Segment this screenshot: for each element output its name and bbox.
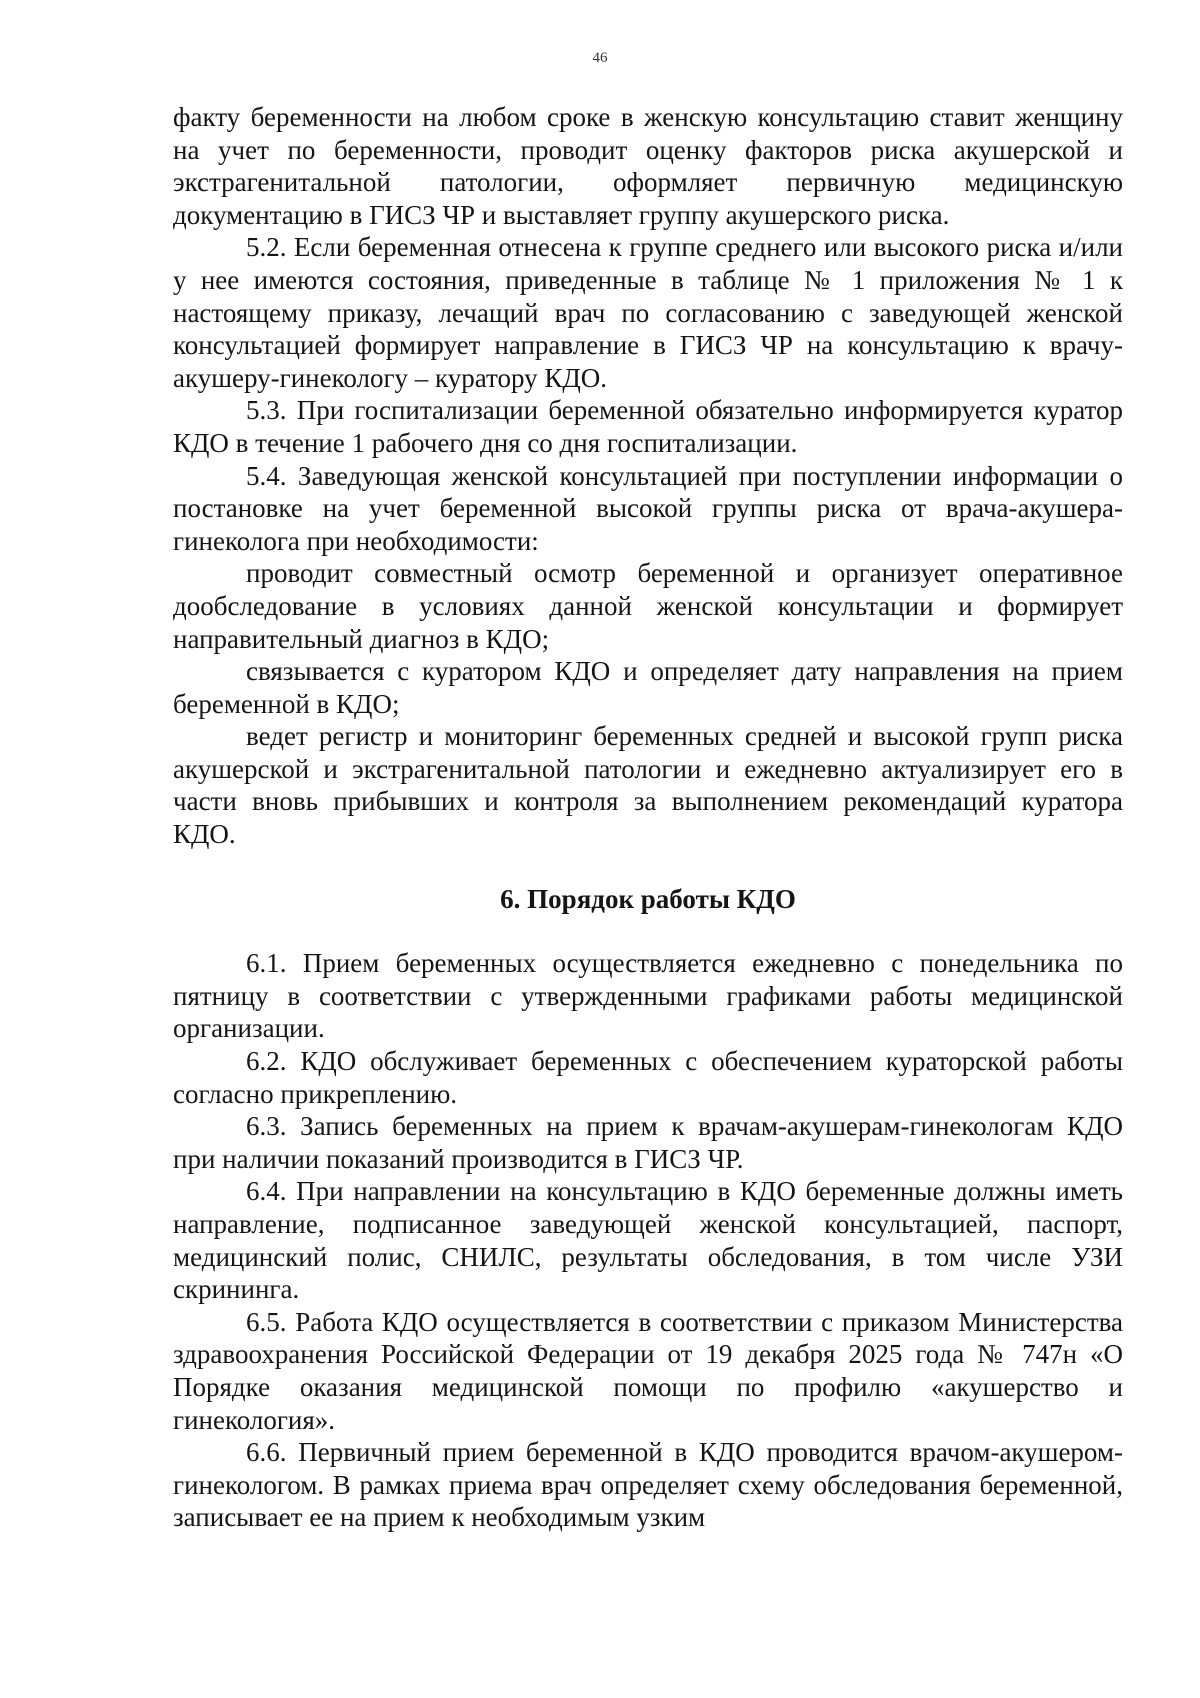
paragraph-5-2: 5.2. Если беременная отнесена к группе среднего или высокого риска и/или у нее имеются состояния, приведенные в таблице № 1 приложения № 1 к настоящему приказу, лечащий врач по согласованию с заведующей женской консультацией формирует направление в ГИСЗ ЧР на консультацию к врачу-акушеру-гинекологу – куратору КДО. xyxy=(173,232,1123,393)
page-number: 46 xyxy=(592,50,608,66)
paragraph-6-5: 6.5. Работа КДО осуществляется в соответствии с приказом Министерства здравоохранения Российской Федерации от 19 декабря 2025 года № 747н «О Порядке оказания медицинской помощи по профилю «акушерство и гинекология». xyxy=(173,1306,1123,1435)
paragraph-continuation: факту беременности на любом сроке в женскую консультацию ставит женщину на учет по беременности, проводит оценку факторов риска акушерской и экстрагенитальной патологии, оформляет первичную медицинскую документацию в ГИСЗ ЧР и выставляет группу акушерского риска. xyxy=(173,102,1123,230)
document-body xyxy=(173,101,1123,1534)
paragraph-6-3: 6.3. Запись беременных на прием к врачам-акушерам-гинекологам КДО при наличии показаний производится в ГИСЗ ЧР. xyxy=(173,1111,1123,1174)
section-heading: 6. Порядок работы КДО xyxy=(500,883,796,914)
paragraph-5-3: 5.3. При госпитализации беременной обязательно информируется куратор КДО в течение 1 рабочего дня со дня госпитализации. xyxy=(173,395,1123,458)
paragraph-6-2: 6.2. КДО обслуживает беременных с обеспечением кураторской работы согласно прикреплению. xyxy=(173,1046,1123,1109)
list-item-5-4-a: проводит совместный осмотр беременной и организует оперативное дообследование в условиях данной женской консультации и формирует направительный диагноз в КДО; xyxy=(173,558,1123,654)
paragraph-6-1: 6.1. Прием беременных осуществляется ежедневно с понедельника по пятницу в соответствии с утвержденными графиками работы медицинской организации. xyxy=(173,948,1123,1044)
list-item-5-4-b: связывается с куратором КДО и определяет дату направления на прием беременной в КДО; xyxy=(173,656,1123,719)
list-item-5-4-c: ведет регистр и мониторинг беременных средней и высокой групп риска акушерской и экстрагенитальной патологии и ежедневно актуализирует его в части вновь прибывших и контроля за выполнением рекомендаций куратора КДО. xyxy=(173,721,1123,850)
paragraph-6-6: 6.6. Первичный прием беременной в КДО проводится врачом-акушером-гинекологом. В рамках приема врач определяет схему обследования беременной, записывает ее на прием к необходимым узким xyxy=(173,1437,1123,1533)
paragraph-6-4: 6.4. При направлении на консультацию в КДО беременные должны иметь направление, подписанное заведующей женской консультацией, паспорт, медицинский полис, СНИЛС, результаты обследования, в том числе УЗИ скрининга. xyxy=(173,1176,1123,1305)
paragraph-5-4: 5.4. Заведующая женской консультацией при поступлении информации о постановке на учет беременной высокой группы риска от врача-акушера-гинеколога при необходимости: xyxy=(173,460,1123,556)
